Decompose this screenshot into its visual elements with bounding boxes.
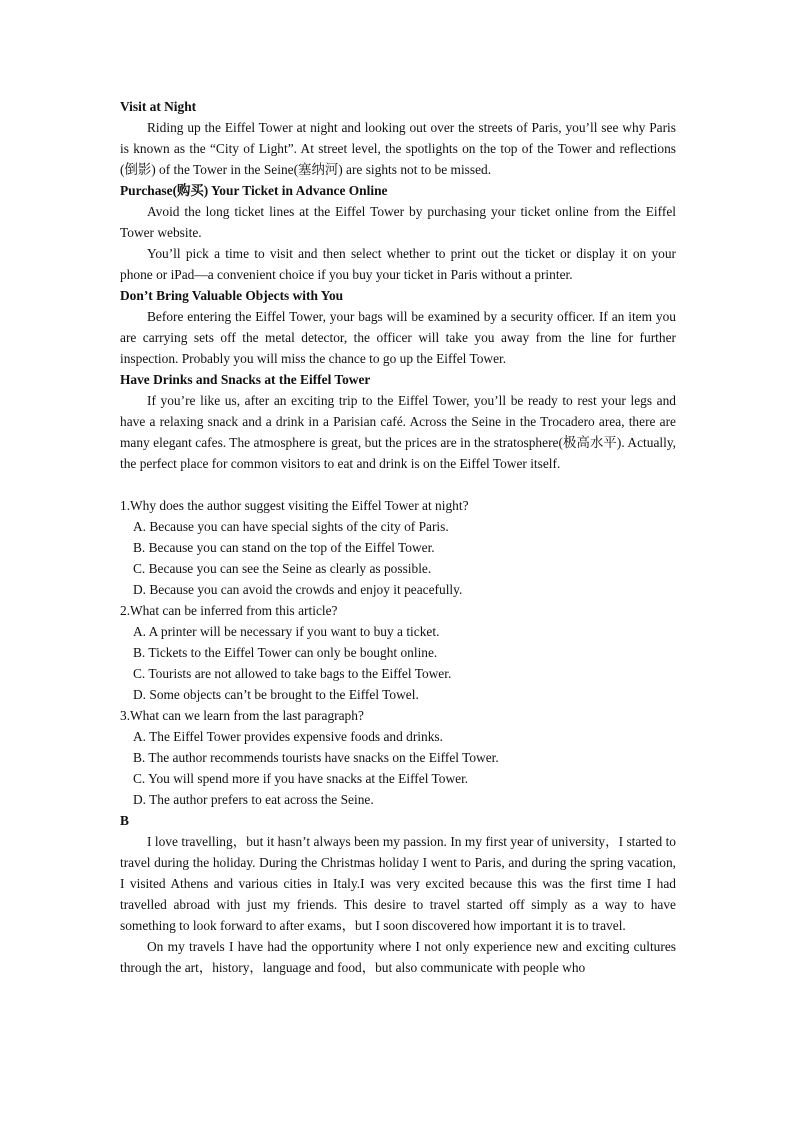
option-a: A. Because you can have special sights of the city of Paris. <box>133 519 449 534</box>
option-d: D. The author prefers to eat across the Seine. <box>133 792 374 807</box>
paragraph: Before entering the Eiffel Tower, your bags will be examined by a security officer. If an item you are carrying sets off the metal detector, the officer will take you away from the line for further inspection. Probably you will miss the chance to go up the Eiffel Tower. <box>120 309 676 366</box>
paragraph: On my travels I have had the opportunity where I not only experience new and exciting cultures through the art，history，language and food，but also communicate with people who <box>120 939 676 975</box>
question-2 <box>120 600 676 705</box>
paragraph: If you’re like us, after an exciting trip to the Eiffel Tower, you’ll be ready to rest your legs and have a relaxing snack and a drink in a Parisian café. Across the Seine in the Trocadero area, there are many elegant cafes. The atmosphere is great, but the prices are in the stratosphere(极高水平). Actually, the perfect place for common visitors to eat and drink is on the Eiffel Tower itself. <box>120 393 676 471</box>
paragraph: Avoid the long ticket lines at the Eiffel Tower by purchasing your ticket online from the Eiffel Tower website. <box>120 204 676 240</box>
question-stem: 3.What can we learn from the last paragraph? <box>120 708 364 723</box>
question-stem: 2.What can be inferred from this article? <box>120 603 338 618</box>
paragraph: I love travelling，but it hasn’t always been my passion. In my first year of university，I started to travel during the holiday. During the Christmas holiday I went to Paris, and during the spring vacation, I visited Athens and various cities in Italy.I was very excited because this was the first time I had travelled abroad with just my friends. This desire to travel started off simply as a way to have something to look forward to after exams，but I soon discovered how important it is to travel. <box>120 834 676 933</box>
paragraph: You’ll pick a time to visit and then select whether to print out the ticket or display it on your phone or iPad—a convenient choice if you buy your ticket in Paris without a printer. <box>120 246 676 282</box>
option-a: A. The Eiffel Tower provides expensive foods and drinks. <box>133 729 443 744</box>
section-b-title: B <box>120 813 129 828</box>
option-c: C. Because you can see the Seine as clearly as possible. <box>133 561 432 576</box>
section-heading-purchase-ticket: Purchase(购买) Your Ticket in Advance Online <box>120 183 388 198</box>
option-b: B. Because you can stand on the top of the Eiffel Tower. <box>133 540 435 555</box>
option-b: B. Tickets to the Eiffel Tower can only be bought online. <box>133 645 438 660</box>
option-list <box>120 726 676 810</box>
section-heading-drinks-snacks: Have Drinks and Snacks at the Eiffel Tower <box>120 372 371 387</box>
document-page <box>120 96 676 978</box>
section-heading-visit-at-night: Visit at Night <box>120 99 197 114</box>
option-list <box>120 621 676 705</box>
question-stem: 1.Why does the author suggest visiting the Eiffel Tower at night? <box>120 498 469 513</box>
section-heading-valuable-objects: Don’t Bring Valuable Objects with You <box>120 288 344 303</box>
option-d: D. Some objects can’t be brought to the Eiffel Towel. <box>133 687 419 702</box>
spacer <box>120 474 676 495</box>
option-c: C. Tourists are not allowed to take bags to the Eiffel Tower. <box>133 666 452 681</box>
question-1 <box>120 495 676 600</box>
option-b: B. The author recommends tourists have snacks on the Eiffel Tower. <box>133 750 499 765</box>
paragraph: Riding up the Eiffel Tower at night and looking out over the streets of Paris, you’ll see why Paris is known as the “City of Light”. At street level, the spotlights on the top of the Tower and reflections (倒影) of the Tower in the Seine(塞纳河) are sights not to be missed. <box>120 120 676 177</box>
option-d: D. Because you can avoid the crowds and enjoy it peacefully. <box>133 582 463 597</box>
option-c: C. You will spend more if you have snacks at the Eiffel Tower. <box>133 771 469 786</box>
option-list <box>120 516 676 600</box>
question-3 <box>120 705 676 810</box>
option-a: A. A printer will be necessary if you want to buy a ticket. <box>133 624 440 639</box>
